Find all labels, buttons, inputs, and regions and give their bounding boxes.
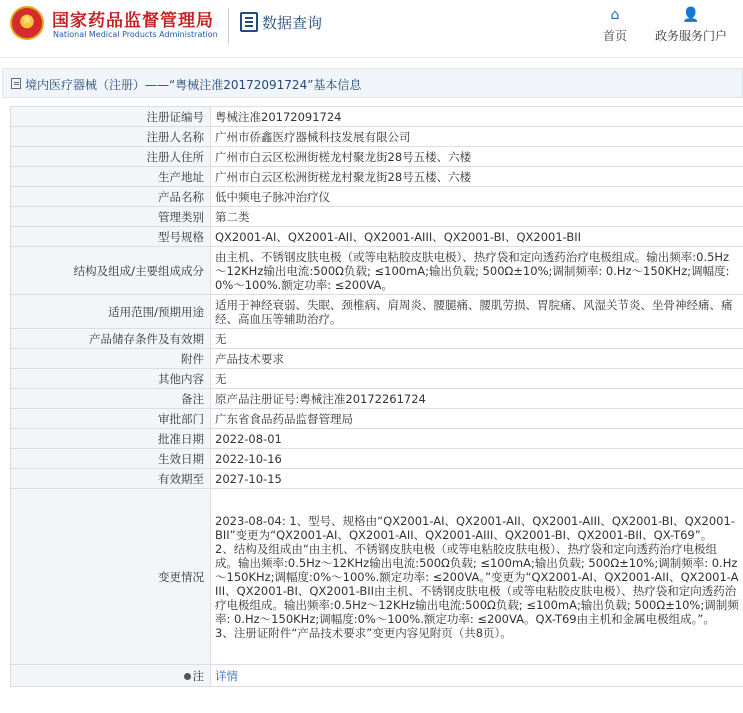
row-value: 低中频电子脉冲治疗仪 [211,187,743,207]
row-label: 附件 [11,349,211,369]
table-row [11,469,743,489]
note-label: 注 [192,668,204,683]
table-row [11,107,743,127]
data-query-title: 数据查询 [262,14,323,32]
nav-gov-label: 政务服务门户 [654,29,727,43]
table-row-note [11,665,743,687]
row-value: 无 [211,329,743,349]
row-label: 其他内容 [11,369,211,389]
table-row [11,369,743,389]
row-label: 注册人住所 [11,147,211,167]
detail-content [0,68,743,683]
nav-home-label: 首页 [602,29,627,43]
row-value: 广州市侨鑫医疗器械科技发展有限公司 [211,127,743,147]
nav-home[interactable] [600,6,630,44]
note-label-cell [11,665,211,687]
row-value: 适用于神经衰弱、失眠、颈椎病、肩周炎、腰腿痛、腰肌劳损、胃脘痛、风湿关节炎、坐骨神经痛、痛经、高血压等辅助治疗。 [211,295,743,329]
detail-title: 境内医疗器械（注册）——“粤械注准20172091724”基本信息 [25,78,362,92]
table-row-changes [11,489,743,665]
row-value: 广东省食品药品监督管理局 [211,409,743,429]
change-line: 2、结构及组成由“由主机、不锈钢皮肤电极（或等电粘胶皮肤电极）、热疗袋和定向透药治疗电极组成。输出频率:0.5Hz～12KHz输出电流:500Ω负载; ≤100mA;输出负载; 500Ω±10%;调制频率: 0.Hz～150KHz;调幅度:0%～100%.额定功率: ≤200VA。”变更为“QX2001-AI、QX2001-AII、QX2001-AIII、QX2001-BI、QX2001-BII由主机、不锈钢皮肤电极（或等电粘胶皮肤电极）、热疗袋和定向透药治疗电极组成。输出频率:0.5Hz～12KHz输出电流:500Ω负载; ≤100mA;输出负载; 500Ω±10%;调制频率: 0.Hz～150KHz;调幅度:0%～100%.额定功率: ≤200VA。QX-T69由主机和金属电极组成。”。 [215,541,739,626]
row-value: 2027-10-15 [211,469,743,489]
user-icon: 👤 [682,7,700,23]
table-row [11,167,743,187]
row-label: 注册证编号 [11,107,211,127]
row-label: 审批部门 [11,409,211,429]
row-value: 第二类 [211,207,743,227]
changes-label: 变更情况 [11,489,211,665]
document-icon [11,78,21,89]
note-value [211,665,743,687]
row-value: 粤械注准20172091724 [211,107,743,127]
row-value: 广州市白云区松洲街槎龙村聚龙街28号五楼、六楼 [211,147,743,167]
change-line: 2023-08-04: 1、型号、规格由“QX2001-AI、QX2001-AII、QX2001-AIII、QX2001-BI、QX2001-BII”变更为“QX2001-AI、QX2001-AII、QX2001-AIII、QX2001-BI、QX2001-BII、QX-T69”。 [215,513,735,542]
row-value: 2022-10-16 [211,449,743,469]
row-value: 2022-08-01 [211,429,743,449]
table-row [11,409,743,429]
site-logo-subtitle[interactable]: National Medical Products Administration [53,30,218,39]
row-value: QX2001-AI、QX2001-AII、QX2001-AIII、QX2001-BI、QX2001-BII [211,227,743,247]
row-label: 适用范围/预期用途 [11,295,211,329]
site-logo-title[interactable]: 国家药品监督管理局 [52,11,214,31]
table-row [11,207,743,227]
home-icon: ⌂ [610,7,620,23]
row-label: 生效日期 [11,449,211,469]
row-label: 管理类别 [11,207,211,227]
change-line: 3、注册证附件“产品技术要求”变更内容见附页（共8页）。 [215,625,512,640]
row-label: 结构及组成/主要组成成分 [11,247,211,295]
changes-value [211,489,743,665]
table-row [11,295,743,329]
nav-gov-service-portal[interactable] [652,6,730,44]
table-row [11,187,743,207]
row-label: 产品名称 [11,187,211,207]
table-row [11,429,743,449]
row-value: 无 [211,369,743,389]
row-label: 注册人名称 [11,127,211,147]
row-label: 备注 [11,389,211,409]
row-label: 有效期至 [11,469,211,489]
table-row [11,389,743,409]
header-divider [228,8,229,44]
data-query-icon [240,12,258,32]
row-label: 批准日期 [11,429,211,449]
detail-title-bar [2,68,743,98]
site-header [0,0,743,58]
table-row [11,227,743,247]
table-row [11,247,743,295]
table-row [11,449,743,469]
table-row [11,349,743,369]
table-row [11,329,743,349]
device-info-table [10,106,743,687]
details-link[interactable]: 详情 [215,668,238,683]
note-icon [184,673,191,680]
row-value: 广州市白云区松洲街槎龙村聚龙街28号五楼、六楼 [211,167,743,187]
row-label: 型号规格 [11,227,211,247]
table-row [11,127,743,147]
table-row [11,147,743,167]
row-label: 生产地址 [11,167,211,187]
row-label: 产品储存条件及有效期 [11,329,211,349]
row-value: 由主机、不锈钢皮肤电极（或等电粘胶皮肤电极）、热疗袋和定向透药治疗电极组成。输出频率:0.5Hz～12KHz输出电流:500Ω负载; ≤100mA;输出负载; 500Ω±10%;调制频率: 0.Hz～150KHz;调幅度:0%～100%.额定功率: ≤200VA。 [211,247,743,295]
national-emblem-icon [10,6,44,40]
row-value: 产品技术要求 [211,349,743,369]
row-value: 原产品注册证号:粤械注准20172261724 [211,389,743,409]
